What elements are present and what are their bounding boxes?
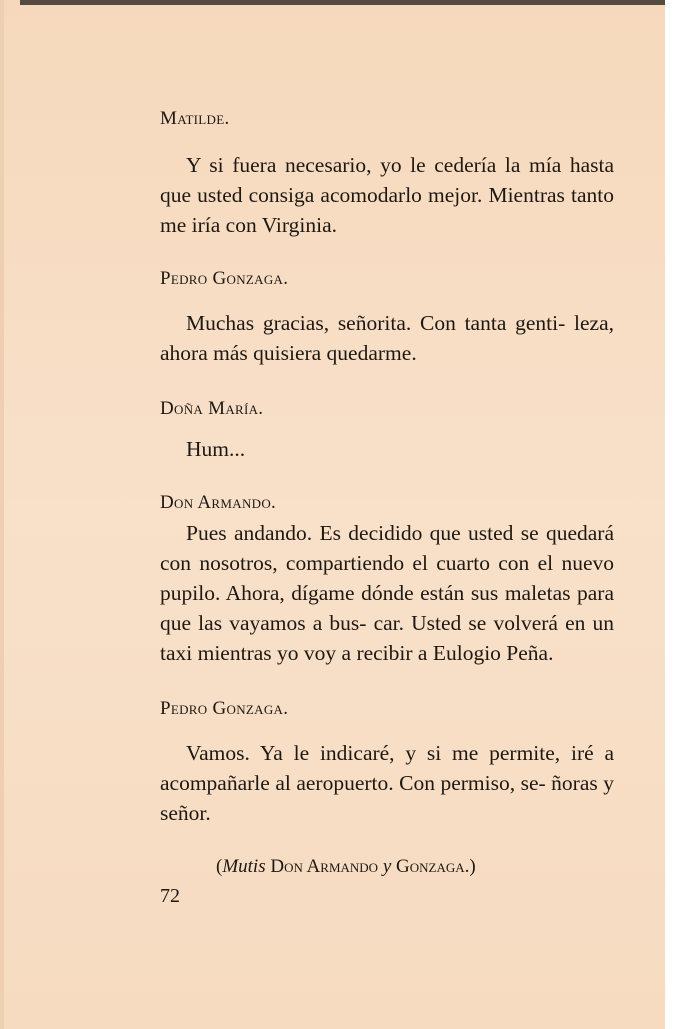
speech-matilde: Y si fuera necesario, yo le cedería la mía hasta que usted consiga acomodarlo mejor. Mientras tanto me iría con Virginia. bbox=[160, 153, 614, 237]
stage-open-paren: ( bbox=[216, 856, 223, 877]
speech-pedro-gonzaga: Muchas gracias, señorita. Con tanta genti- leza, ahora más quisiera quedarme. bbox=[160, 311, 614, 365]
page-number: 72 bbox=[160, 885, 180, 907]
speech-don-armando: Pues andando. Es decidido que usted se quedará con nosotros, compartiendo el cuarto con el nuevo pupilo. Ahora, dígame dónde están sus maletas para que las vayamos a bus- car. Usted se volverá en un taxi mientras yo voy a recibir a Eulogio Peña. bbox=[160, 521, 614, 665]
stage-direction bbox=[160, 854, 614, 880]
play-text bbox=[160, 100, 614, 880]
stage-close-paren: ) bbox=[469, 856, 476, 877]
speaker-matilde: Matilde. bbox=[160, 108, 230, 129]
stage-conjunction: y bbox=[382, 856, 392, 877]
page-top-edge bbox=[20, 0, 670, 5]
speaker-don-armando: Don Armando. bbox=[160, 492, 277, 513]
speaker-pedro-gonzaga-2: Pedro Gonzaga. bbox=[160, 698, 289, 719]
speech-pedro-gonzaga-2: Vamos. Ya le indicaré, y si me permite, iré a acompañarle al aeropuerto. Con permiso, se- ñoras y señor. bbox=[160, 741, 614, 825]
speaker-pedro-gonzaga: Pedro Gonzaga. bbox=[160, 268, 289, 289]
stage-names-2: Gonzaga. bbox=[396, 856, 470, 877]
page-right-margin bbox=[665, 0, 683, 1029]
speech-dona-maria: Hum... bbox=[186, 437, 246, 461]
speaker-dona-maria: Doña María. bbox=[160, 398, 264, 419]
stage-names-1: Don Armando bbox=[270, 856, 379, 877]
stage-verb: Mutis bbox=[222, 856, 266, 877]
page-left-edge bbox=[0, 0, 4, 1029]
